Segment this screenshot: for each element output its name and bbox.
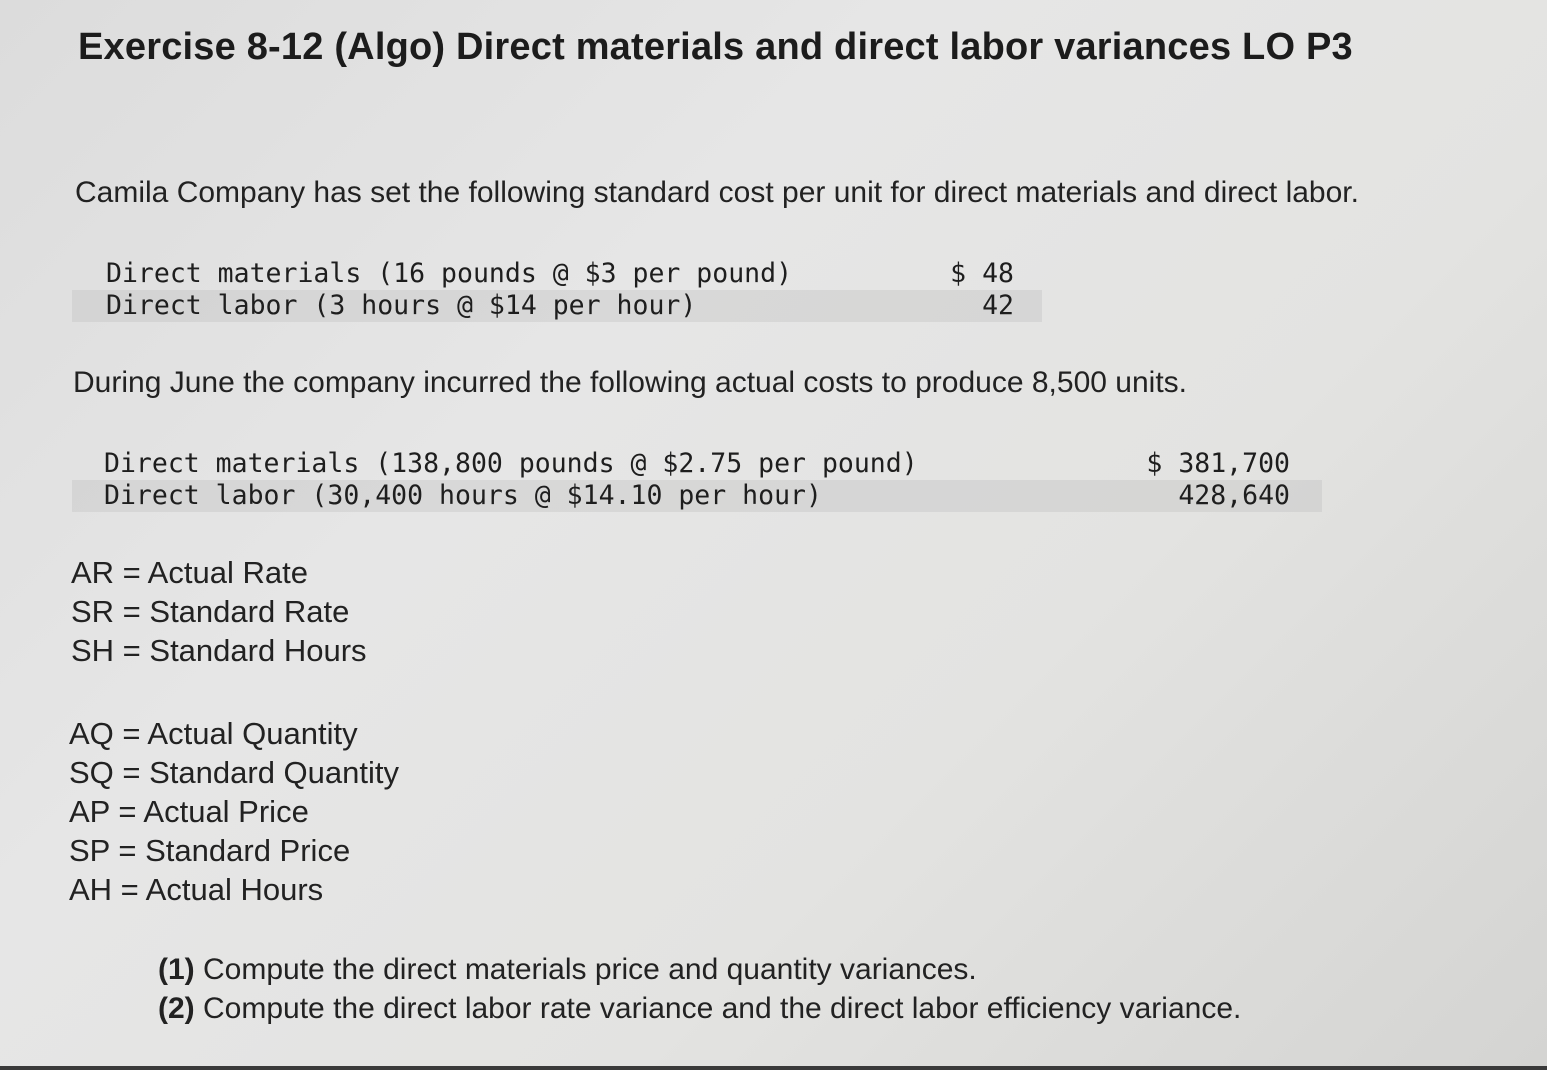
question-text: Compute the direct materials price and quantity variances. [203, 953, 977, 986]
page-title: Exercise 8-12 (Algo) Direct materials and direct labor variances LO P3 [78, 26, 1353, 68]
row-amount: $ 48 [950, 258, 1014, 289]
table-row [72, 448, 1322, 480]
table-row [72, 258, 1042, 290]
actual-cost-table [72, 448, 1322, 512]
rate-legend [71, 553, 367, 670]
legend-item: SP = Standard Price [69, 833, 351, 868]
standard-cost-table [72, 258, 1042, 322]
question-list [158, 950, 1241, 1028]
legend-item: AH = Actual Hours [69, 872, 324, 907]
intro-text: Camila Company has set the following standard cost per unit for direct materials and direct labor. [75, 176, 1359, 209]
legend-item: AQ = Actual Quantity [69, 716, 358, 751]
actual-intro-text: During June the company incurred the following actual costs to produce 8,500 units. [73, 366, 1187, 399]
screen-bottom-edge [0, 1066, 1547, 1070]
legend-item: AR = Actual Rate [71, 555, 308, 590]
question-number: (1) [158, 953, 195, 986]
row-amount: 42 [982, 290, 1014, 321]
row-description: Direct labor (30,400 hours @ $14.10 per hour) [104, 480, 822, 511]
row-description: Direct materials (16 pounds @ $3 per pound) [106, 258, 793, 289]
row-description: Direct labor (3 hours @ $14 per hour) [106, 290, 697, 321]
row-amount: $ 381,700 [1146, 448, 1290, 479]
legend-item: AP = Actual Price [69, 794, 309, 829]
row-description: Direct materials (138,800 pounds @ $2.75 per pound) [104, 448, 918, 479]
question-number: (2) [158, 992, 195, 1025]
quantity-legend [69, 714, 399, 909]
legend-item: SH = Standard Hours [71, 633, 367, 668]
row-amount: 428,640 [1178, 480, 1290, 511]
question-text: Compute the direct labor rate variance and the direct labor efficiency variance. [203, 992, 1242, 1025]
table-row [72, 290, 1042, 322]
legend-item: SQ = Standard Quantity [69, 755, 399, 790]
question-item [158, 989, 1241, 1028]
legend-item: SR = Standard Rate [71, 594, 350, 629]
question-item [158, 950, 1241, 989]
table-row [72, 480, 1322, 512]
